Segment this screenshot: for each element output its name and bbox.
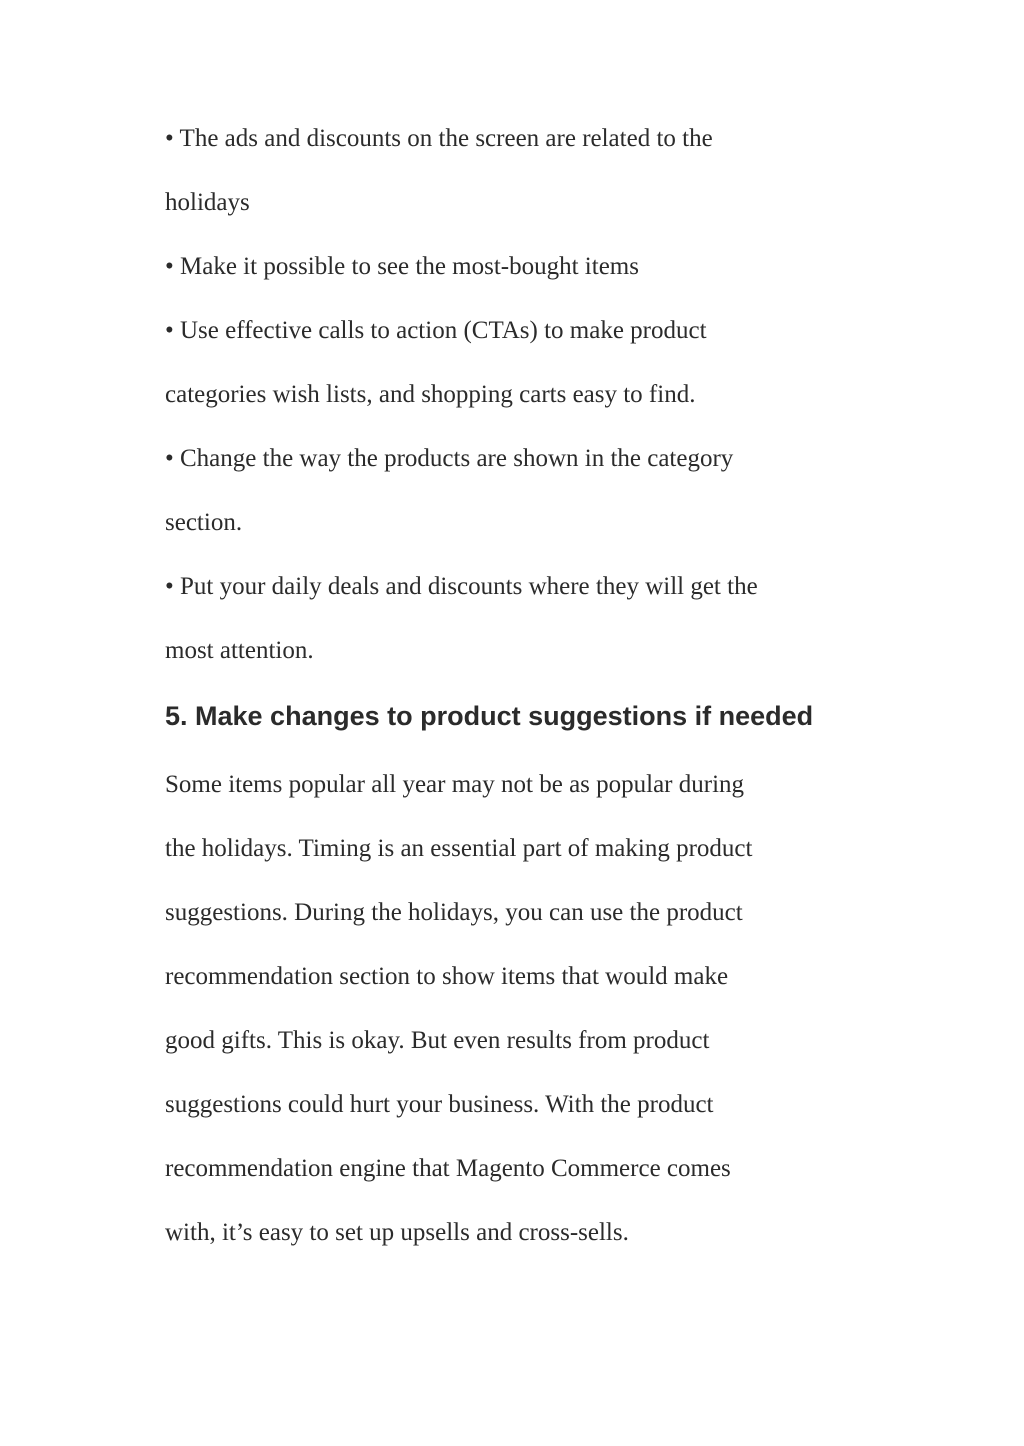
- section-heading: 5. Make changes to product suggestions if needed: [165, 701, 814, 731]
- paragraph-line: recommendation engine that Magento Commerce comes: [165, 1155, 731, 1182]
- paragraph-line: recommendation section to show items that would make: [165, 963, 729, 990]
- bullet-5-line-2: most attention.: [165, 637, 314, 664]
- bullet-1-line-2: holidays: [165, 189, 250, 216]
- paragraph-line: good gifts. This is okay. But even results from product: [165, 1027, 710, 1054]
- bullet-5-line-1: • Put your daily deals and discounts where they will get the: [165, 573, 758, 600]
- bullet-1-line-1: • The ads and discounts on the screen are related to the: [165, 125, 713, 152]
- paragraph-line: suggestions. During the holidays, you can use the product: [165, 899, 743, 926]
- bullet-2-line-1: • Make it possible to see the most-bought items: [165, 253, 639, 280]
- paragraph-line: the holidays. Timing is an essential part of making product: [165, 835, 753, 862]
- bullet-4-line-1: • Change the way the products are shown in the category: [165, 445, 734, 472]
- paragraph-line: with, it’s easy to set up upsells and cross-sells.: [165, 1219, 629, 1246]
- bullet-3-line-2: categories wish lists, and shopping carts easy to find.: [165, 381, 696, 408]
- bullet-4-line-2: section.: [165, 509, 243, 536]
- bullet-3-line-1: • Use effective calls to action (CTAs) to make product: [165, 317, 707, 344]
- paragraph-line: Some items popular all year may not be as popular during: [165, 771, 745, 798]
- paragraph-line: suggestions could hurt your business. With the product: [165, 1091, 714, 1118]
